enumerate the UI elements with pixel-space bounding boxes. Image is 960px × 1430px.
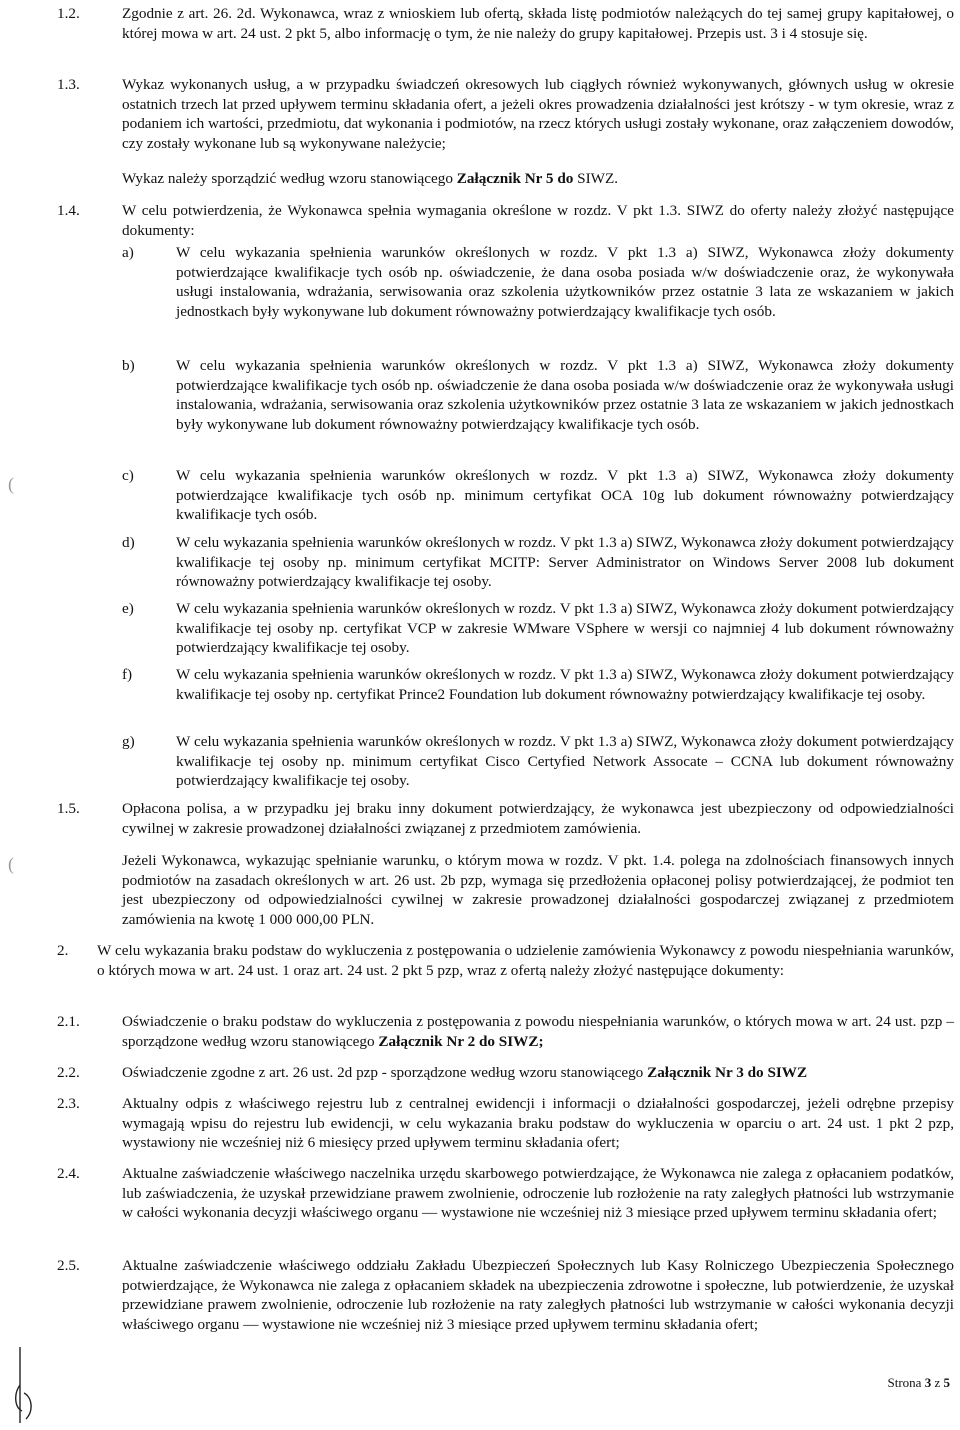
- footer-prefix: Strona: [887, 1375, 925, 1390]
- subitem-letter: d): [122, 534, 135, 551]
- footer-page-number: 3: [924, 1375, 932, 1390]
- section-text-bold: Załącznik Nr 2 do SIWZ;: [378, 1032, 544, 1050]
- section-number: 2.2.: [57, 1064, 80, 1081]
- note-end: SIWZ.: [573, 170, 619, 187]
- section-text-plain: Oświadczenie o braku podstaw do wykluczenia z postępowania z powodu niespełniania warunków, o których mowa w art. 24 ust. pzp – sporządzone według wzoru stanowiącego: [122, 1013, 954, 1050]
- section-text: Zgodnie z art. 26. 2d. Wykonawca, wraz z wnioskiem lub ofertą, składa listę podmiotów należących do tej samej grupy kapitałowej, o której mowa w art. 24 ust. 2 pkt 5, albo informację o tym, że nie należy do grupy kapitałowej. Przepis ust. 3 i 4 stosuje się.: [122, 5, 954, 42]
- section-text: [122, 1012, 954, 1051]
- subitem-letter: g): [122, 733, 135, 750]
- handwritten-signature-mark: [10, 1345, 40, 1425]
- section-text: W celu potwierdzenia, że Wykonawca spełnia wymagania określone w rozdz. V pkt 1.3. SIWZ do oferty należy złożyć następujące dokumenty:: [122, 202, 954, 239]
- section-text: [122, 1063, 954, 1083]
- subitem-text: W celu wykazania spełnienia warunków określonych w rozdz. V pkt 1.3 a) SIWZ, Wykonawca złoży dokument potwierdzający kwalifikacje tej osoby np. minimum certyfikat Cisco Certyfied Network Assocate – CCNA lub dokument równoważny potwierdzający kwalifikacje tej osoby.: [176, 733, 954, 790]
- note-text: Jeżeli Wykonawca, wykazując spełnianie warunku, o którym mowa w rozdz. V pkt. 1.4. polega na zdolnościach finansowych innych podmiotów na zasadach określonych w art. 26 ust. 2b pzp, wymaga się przedłożenia opłaconej polisy potwierdzającej, że podmiot ten jest ubezpieczony od odpowiedzialności cywilnej w zakresie prowadzonej działalności gospodarczej związanej z przedmiotem zamówienia na kwotę 1 000 000,00 PLN.: [122, 852, 954, 928]
- subitem-text: W celu wykazania spełnienia warunków określonych w rozdz. V pkt 1.3 a) SIWZ, Wykonawca złoży dokument potwierdzający kwalifikacje tej osoby np. minimum certyfikat MCITP: Server Administrator on Windows Server 2008 lub dokument równoważny potwierdzający kwalifikacje tej osoby.: [176, 534, 954, 591]
- note-text: [122, 169, 954, 189]
- section-number: 1.4.: [57, 202, 80, 219]
- section-number: 2.3.: [57, 1095, 80, 1112]
- page-footer: [888, 1373, 950, 1393]
- section-number: 1.5.: [57, 800, 80, 817]
- section-text: Aktualny odpis z właściwego rejestru lub z centralnej ewidencji i informacji o działalności gospodarczej, jeżeli odrębne przepisy wymagają wpisu do rejestru lub ewidencji, w celu wykazania braku podstaw do wykluczenia w oparciu o art. 24 ust. 1 pkt 2 pzp, wystawiony nie wcześniej niż 6 miesięcy przed upływem terminu składania ofert;: [122, 1095, 954, 1152]
- section-number: 1.3.: [57, 76, 80, 93]
- section-number: 2.5.: [57, 1257, 80, 1274]
- subitem-letter: b): [122, 357, 135, 374]
- subitem-text: W celu wykazania spełnienia warunków określonych w rozdz. V pkt 1.3 a) SIWZ, Wykonawca złoży dokumenty potwierdzające kwalifikacje tych osób np. oświadczenie, że dana osoba posiada w/w doświadczenie oraz, że wykonywała usługi instalowania, wdrażania, serwisowania oraz szkolenia użytkowników przez ostatnie 3 lata ze wskazaniem w jakich jednostkach były wykonywane lub dokument równoważny potwierdzający kwalifikacje tych osób.: [176, 244, 954, 320]
- footer-page-total: 5: [943, 1375, 950, 1390]
- margin-mark: (: [8, 474, 14, 494]
- subitem-text: W celu wykazania spełnienia warunków określonych w rozdz. V pkt 1.3 a) SIWZ, Wykonawca złoży dokument potwierdzający kwalifikacje tej osoby np. certyfikat VCP w zakresie WMware VSphere w wersji co najmniej 4 lub dokument równoważny potwierdzający kwalifikacje tej osoby.: [176, 600, 954, 657]
- subitem-text: W celu wykazania spełnienia warunków określonych w rozdz. V pkt 1.3 a) SIWZ, Wykonawca złoży dokument potwierdzający kwalifikacje tej osoby np. certyfikat Prince2 Foundation lub dokument równoważny potwierdzający kwalifikacje tej osoby.: [176, 666, 954, 703]
- margin-mark: (: [8, 854, 14, 874]
- note-plain: Wykaz należy sporządzić według wzoru stanowiącego: [122, 170, 457, 187]
- section-text: Aktualne zaświadczenie właściwego naczelnika urzędu skarbowego potwierdzające, że Wykonawca nie zalega z opłacaniem podatków, lub zaświadczenia, że uzyskał przewidziane prawem zwolnienie, odroczenie lub rozłożenie na raty zaległych płatności lub wstrzymanie w całości wykonania decyzji właściwego organu — wystawione nie wcześniej niż 3 miesiące przed upływem terminu składania ofert;: [122, 1165, 954, 1222]
- section-number: 1.2.: [57, 5, 80, 22]
- footer-separator: z: [931, 1375, 944, 1390]
- section-text-bold: Załącznik Nr 3 do SIWZ: [647, 1064, 808, 1081]
- subitem-letter: a): [122, 244, 134, 261]
- section-text: W celu wykazania braku podstaw do wykluczenia z postępowania o udzielenie zamówienia Wykonawcy z powodu niespełniania warunków, o których mowa w art. 24 ust. 1 oraz art. 24 ust. 2 pkt 5 pzp, wraz z ofertą należy złożyć następujące dokumenty:: [97, 942, 954, 979]
- subitem-text: W celu wykazania spełnienia warunków określonych w rozdz. V pkt 1.3 a) SIWZ, Wykonawca złoży dokumenty potwierdzające kwalifikacje tych osób np. minimum certyfikat OCA 10g lub dokument równoważny potwierdzający kwalifikacje tych osób.: [176, 467, 954, 524]
- section-number: 2.: [57, 942, 69, 959]
- section-number: 2.4.: [57, 1165, 80, 1182]
- section-text: Wykaz wykonanych usług, a w przypadku świadczeń okresowych lub ciągłych również wykonywanych, głównych usług w okresie ostatnich trzech lat przed upływem terminu składania ofert, a jeżeli okres prowadzenia działalności jest krótszy - w tym okresie, wraz z podaniem ich wartości, przedmiotu, dat wykonania i podmiotów, na rzecz których usługi zostały wykonane, oraz załączeniem dowodów, czy zostały wykonane lub są wykonywane należycie;: [122, 76, 954, 152]
- section-number: 2.1.: [57, 1013, 80, 1030]
- subitem-letter: f): [122, 666, 133, 683]
- subitem-letter: e): [122, 600, 134, 617]
- subitem-letter: c): [122, 467, 134, 484]
- section-text: Aktualne zaświadczenie właściwego oddziału Zakładu Ubezpieczeń Społecznych lub Kasy Rolniczego Ubezpieczenia Społecznego potwierdzające, że Wykonawca nie zalega z opłacaniem składek na ubezpieczenia zdrowotne i społeczne, lub potwierdzenie, że uzyskał przewidziane prawem zwolnienie, odroczenie lub rozłożenie na raty zaległych płatności lub wstrzymanie w całości wykonania decyzji właściwego organu — wystawione nie wcześniej niż 3 miesiące przed upływem terminu składania ofert;: [122, 1257, 954, 1333]
- section-text-plain: Oświadczenie zgodne z art. 26 ust. 2d pzp - sporządzone według wzoru stanowiącego: [122, 1064, 648, 1081]
- section-text: Opłacona polisa, a w przypadku jej braku inny dokument potwierdzający, że wykonawca jest ubezpieczony od odpowiedzialności cywilnej w zakresie prowadzonej działalności związanej z przedmiotem zamówienia.: [122, 800, 954, 837]
- subitem-text: W celu wykazania spełnienia warunków określonych w rozdz. V pkt 1.3 a) SIWZ, Wykonawca złoży dokumenty potwierdzające kwalifikacje tych osób np. oświadczenie że dana osoba posiada w/w doświadczenie oraz że wykonywała usługi instalowania, wdrażania, serwisowania oraz szkolenia użytkowników przez ostatnie 3 lata ze wskazaniem w jakich jednostkach były wykonywane lub dokument równoważny potwierdzający kwalifikacje tych osób.: [176, 357, 954, 433]
- note-bold: Załącznik Nr 5 do: [456, 170, 574, 187]
